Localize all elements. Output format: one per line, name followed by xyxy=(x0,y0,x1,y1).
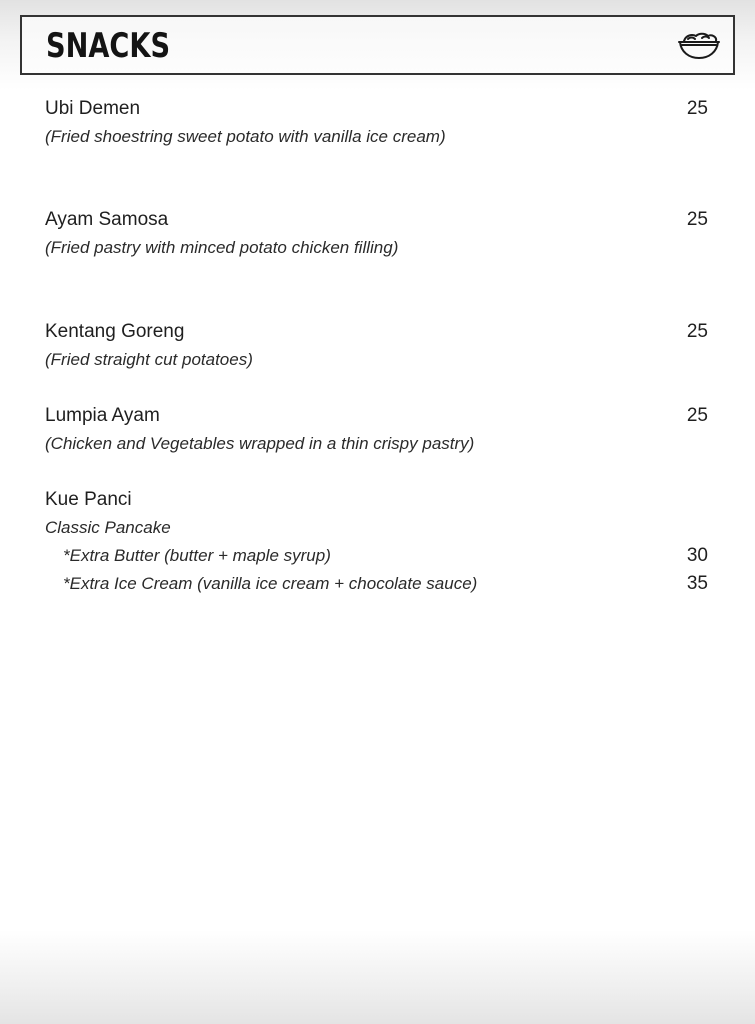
item-name: Lumpia Ayam xyxy=(45,405,160,426)
item-description: (Fried pastry with minced potato chicken filling) xyxy=(45,238,399,257)
item-description: (Fried shoestring sweet potato with vanilla ice cream) xyxy=(45,127,446,146)
item-name: Kentang Goreng xyxy=(45,321,185,342)
option-price: 30 xyxy=(686,545,708,566)
menu-item-kentang-goreng xyxy=(45,318,708,374)
item-name: Ubi Demen xyxy=(45,98,141,119)
item-option-extra-butter xyxy=(45,542,708,570)
menu-item-ubi-demen xyxy=(45,95,708,151)
item-description: (Chicken and Vegetables wrapped in a thin crispy pastry) xyxy=(45,434,475,453)
option-label: *Extra Butter (butter + maple syrup) xyxy=(63,546,331,565)
bottom-shadow xyxy=(0,930,755,1024)
bowl-icon xyxy=(676,30,722,62)
option-price: 35 xyxy=(686,573,708,594)
item-name: Kue Panci xyxy=(45,489,132,510)
item-name: Ayam Samosa xyxy=(45,209,169,230)
item-description: Classic Pancake xyxy=(45,518,171,537)
item-option-extra-ice-cream xyxy=(45,570,708,598)
menu-item-lumpia-ayam xyxy=(45,402,708,458)
section-header xyxy=(20,15,735,75)
option-label: *Extra Ice Cream (vanilla ice cream + chocolate sauce) xyxy=(63,574,478,593)
item-price: 25 xyxy=(686,209,708,230)
item-price: 25 xyxy=(686,98,708,119)
menu-item-kue-panci xyxy=(45,486,708,598)
menu-item-ayam-samosa xyxy=(45,206,708,262)
item-price: 25 xyxy=(686,321,708,342)
section-title: SNACKS xyxy=(46,26,171,66)
item-description: (Fried straight cut potatoes) xyxy=(45,350,253,369)
item-price: 25 xyxy=(686,405,708,426)
